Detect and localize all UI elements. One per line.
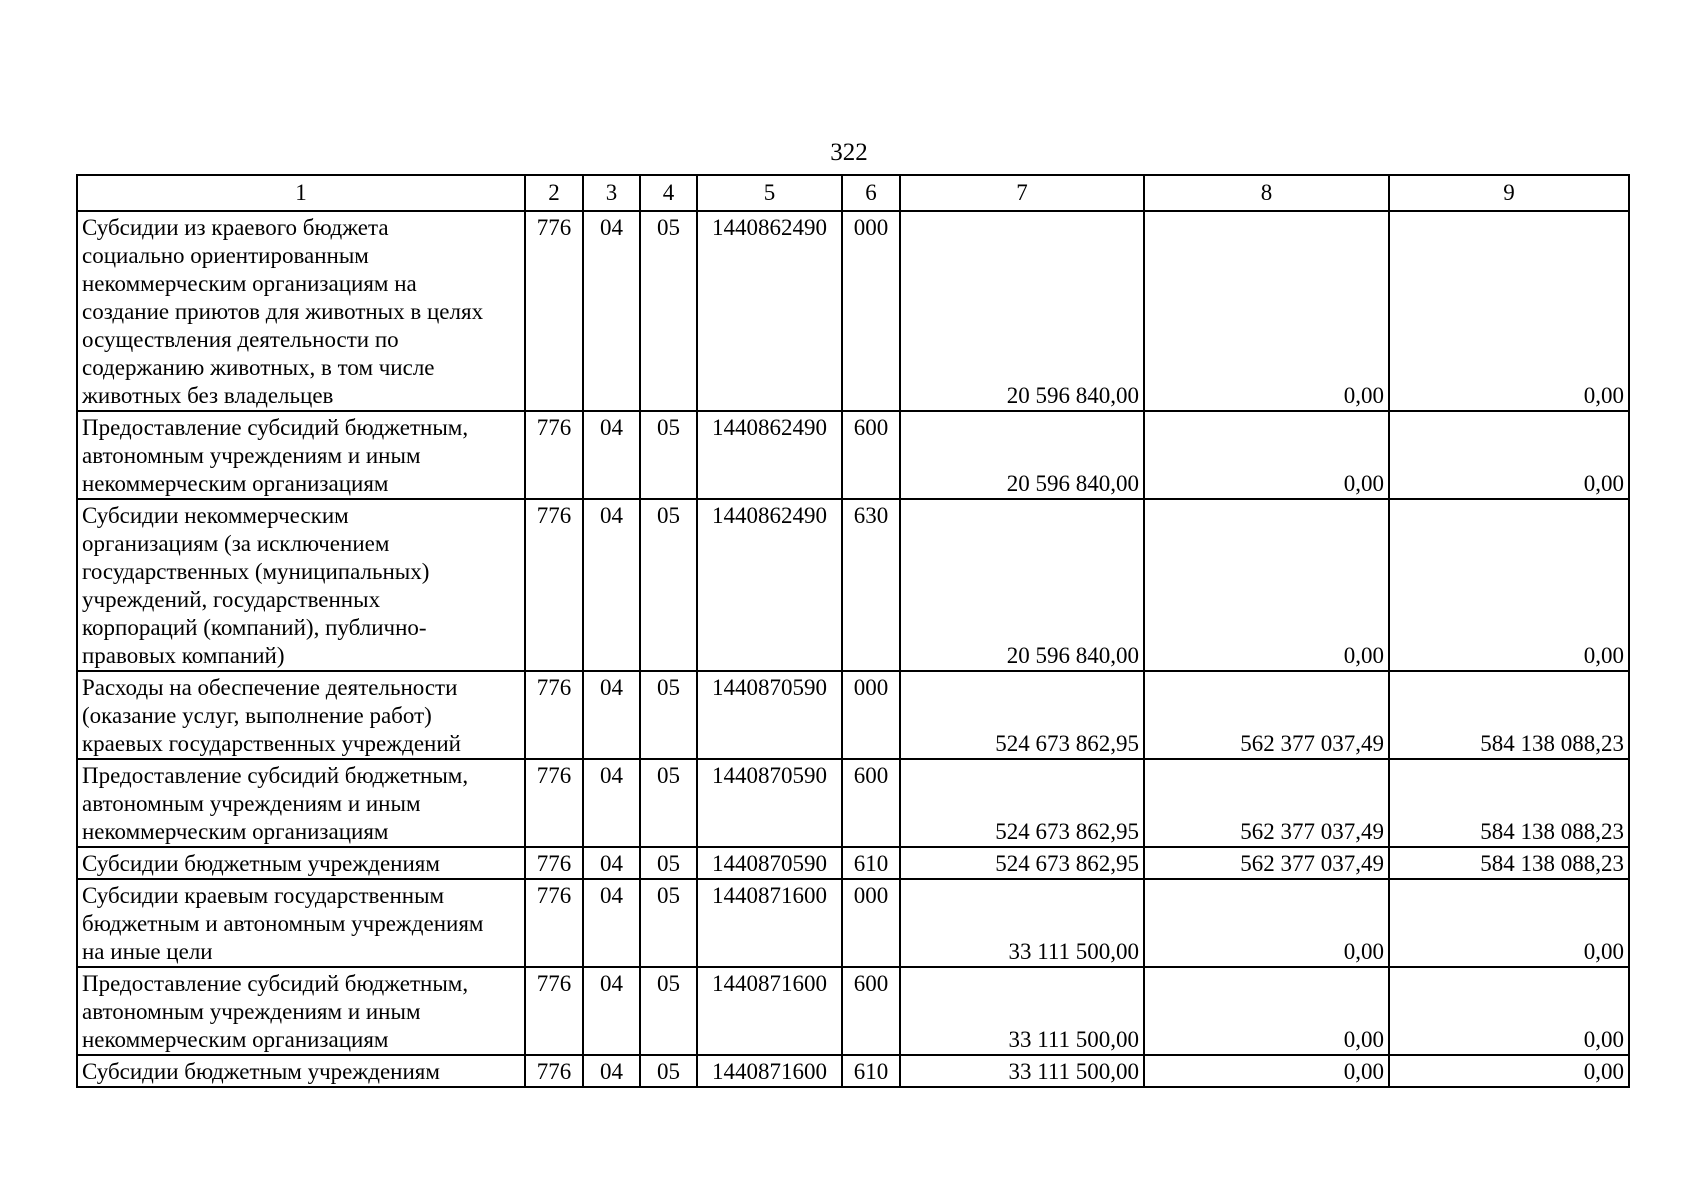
amount-col7-cell: 524 673 862,95: [900, 759, 1144, 847]
row-name-line: бюджетным и автономным учреждениям: [82, 911, 484, 936]
row-name-line: Субсидии краевым государственным: [82, 883, 445, 908]
table-row: [77, 759, 1629, 847]
admin-code-cell: 776: [525, 499, 583, 671]
admin-code-cell: 776: [525, 759, 583, 847]
expense-type-cell: 610: [842, 1055, 900, 1087]
admin-code-cell: 776: [525, 1055, 583, 1087]
section-code-cell: 04: [583, 1055, 640, 1087]
section-code-cell: 04: [583, 879, 640, 967]
admin-code-cell: 776: [525, 879, 583, 967]
amount-col7-cell: 524 673 862,95: [900, 671, 1144, 759]
row-name-line: организациям (за исключением: [82, 531, 390, 556]
subsection-code-cell: 05: [640, 1055, 697, 1087]
budget-table: [76, 174, 1630, 1088]
row-name-cell: [77, 499, 525, 671]
section-code-cell: 04: [583, 759, 640, 847]
section-code-cell: 04: [583, 211, 640, 411]
row-name-line: осуществления деятельности по: [82, 327, 399, 352]
expense-type-cell: 600: [842, 411, 900, 499]
subsection-code-cell: 05: [640, 671, 697, 759]
row-name-cell: [77, 411, 525, 499]
subsection-code-cell: 05: [640, 879, 697, 967]
subsection-code-cell: 05: [640, 411, 697, 499]
subsection-code-cell: 05: [640, 847, 697, 879]
admin-code-cell: 776: [525, 211, 583, 411]
amount-col7-cell: 33 111 500,00: [900, 1055, 1144, 1087]
row-name-line: некоммерческим организациям: [82, 471, 389, 496]
row-name-line: автономным учреждениям и иным: [82, 999, 421, 1024]
row-name-line: автономным учреждениям и иным: [82, 443, 421, 468]
table-row: [77, 499, 1629, 671]
table-body: [77, 211, 1629, 1087]
row-name-line: некоммерческим организациям: [82, 819, 389, 844]
target-article-cell: 1440862490: [697, 411, 842, 499]
amount-col9-cell: 0,00: [1389, 879, 1629, 967]
expense-type-cell: 000: [842, 671, 900, 759]
expense-type-cell: 630: [842, 499, 900, 671]
column-number-4: 4: [640, 175, 697, 211]
amount-col7-cell: 524 673 862,95: [900, 847, 1144, 879]
amount-col8-cell: 562 377 037,49: [1144, 847, 1389, 879]
row-name-cell: [77, 847, 525, 879]
row-name-line: Субсидии бюджетным учреждениям: [82, 1059, 440, 1084]
subsection-code-cell: 05: [640, 499, 697, 671]
column-number-6: 6: [842, 175, 900, 211]
section-code-cell: 04: [583, 499, 640, 671]
row-name-cell: [77, 879, 525, 967]
amount-col8-cell: 562 377 037,49: [1144, 671, 1389, 759]
row-name-line: некоммерческим организациям: [82, 1027, 389, 1052]
target-article-cell: 1440870590: [697, 847, 842, 879]
target-article-cell: 1440862490: [697, 499, 842, 671]
expense-type-cell: 600: [842, 759, 900, 847]
page-number: 322: [830, 139, 868, 166]
subsection-code-cell: 05: [640, 211, 697, 411]
table-row: [77, 847, 1629, 879]
row-name-line: краевых государственных учреждений: [82, 731, 461, 756]
column-number-3: 3: [583, 175, 640, 211]
expense-type-cell: 600: [842, 967, 900, 1055]
expense-type-cell: 000: [842, 211, 900, 411]
column-number-1: 1: [77, 175, 525, 211]
row-name-line: учреждений, государственных: [82, 587, 381, 612]
amount-col9-cell: 0,00: [1389, 499, 1629, 671]
amount-col8-cell: 0,00: [1144, 1055, 1389, 1087]
table-row: [77, 211, 1629, 411]
amount-col7-cell: 20 596 840,00: [900, 411, 1144, 499]
amount-col7-cell: 20 596 840,00: [900, 499, 1144, 671]
table-row: [77, 879, 1629, 967]
target-article-cell: 1440862490: [697, 211, 842, 411]
amount-col8-cell: 562 377 037,49: [1144, 759, 1389, 847]
section-code-cell: 04: [583, 967, 640, 1055]
admin-code-cell: 776: [525, 671, 583, 759]
amount-col9-cell: 584 138 088,23: [1389, 847, 1629, 879]
expense-type-cell: 000: [842, 879, 900, 967]
row-name-line: Предоставление субсидий бюджетным,: [82, 971, 469, 996]
amount-col8-cell: 0,00: [1144, 499, 1389, 671]
column-number-8: 8: [1144, 175, 1389, 211]
row-name-line: государственных (муниципальных): [82, 559, 430, 584]
section-code-cell: 04: [583, 847, 640, 879]
amount-col7-cell: 33 111 500,00: [900, 879, 1144, 967]
subsection-code-cell: 05: [640, 759, 697, 847]
amount-col9-cell: 584 138 088,23: [1389, 759, 1629, 847]
target-article-cell: 1440871600: [697, 967, 842, 1055]
row-name-line: автономным учреждениям и иным: [82, 791, 421, 816]
amount-col8-cell: 0,00: [1144, 967, 1389, 1055]
admin-code-cell: 776: [525, 411, 583, 499]
table-row: [77, 671, 1629, 759]
row-name-line: Расходы на обеспечение деятельности: [82, 675, 458, 700]
row-name-cell: [77, 211, 525, 411]
row-name-cell: [77, 759, 525, 847]
expense-type-cell: 610: [842, 847, 900, 879]
section-code-cell: 04: [583, 411, 640, 499]
row-name-line: правовых компаний): [82, 643, 285, 668]
row-name-line: социально ориентированным: [82, 243, 369, 268]
amount-col7-cell: 20 596 840,00: [900, 211, 1144, 411]
row-name-line: создание приютов для животных в целях: [82, 299, 484, 324]
target-article-cell: 1440871600: [697, 879, 842, 967]
amount-col8-cell: 0,00: [1144, 411, 1389, 499]
row-name-line: Предоставление субсидий бюджетным,: [82, 415, 469, 440]
column-number-9: 9: [1389, 175, 1629, 211]
table-row: [77, 411, 1629, 499]
column-number-5: 5: [697, 175, 842, 211]
row-name-line: некоммерческим организациям на: [82, 271, 417, 296]
row-name-line: Субсидии из краевого бюджета: [82, 215, 389, 240]
amount-col7-cell: 33 111 500,00: [900, 967, 1144, 1055]
amount-col9-cell: 0,00: [1389, 967, 1629, 1055]
target-article-cell: 1440870590: [697, 671, 842, 759]
amount-col8-cell: 0,00: [1144, 211, 1389, 411]
target-article-cell: 1440871600: [697, 1055, 842, 1087]
row-name-line: на иные цели: [82, 939, 213, 964]
subsection-code-cell: 05: [640, 967, 697, 1055]
amount-col9-cell: 0,00: [1389, 411, 1629, 499]
target-article-cell: 1440870590: [697, 759, 842, 847]
admin-code-cell: 776: [525, 847, 583, 879]
row-name-line: Субсидии некоммерческим: [82, 503, 349, 528]
amount-col8-cell: 0,00: [1144, 879, 1389, 967]
amount-col9-cell: 0,00: [1389, 211, 1629, 411]
amount-col9-cell: 584 138 088,23: [1389, 671, 1629, 759]
row-name-line: содержанию животных, в том числе: [82, 355, 435, 380]
row-name-line: (оказание услуг, выполнение работ): [82, 703, 432, 728]
row-name-cell: [77, 967, 525, 1055]
section-code-cell: 04: [583, 671, 640, 759]
row-name-line: Предоставление субсидий бюджетным,: [82, 763, 469, 788]
row-name-line: Субсидии бюджетным учреждениям: [82, 851, 440, 876]
admin-code-cell: 776: [525, 967, 583, 1055]
table-row: [77, 967, 1629, 1055]
column-number-row: [77, 175, 1629, 211]
row-name-cell: [77, 1055, 525, 1087]
row-name-line: животных без владельцев: [82, 383, 334, 408]
column-number-7: 7: [900, 175, 1144, 211]
column-number-2: 2: [525, 175, 583, 211]
row-name-line: корпораций (компаний), публично-: [82, 615, 427, 640]
row-name-cell: [77, 671, 525, 759]
amount-col9-cell: 0,00: [1389, 1055, 1629, 1087]
table-row: [77, 1055, 1629, 1087]
